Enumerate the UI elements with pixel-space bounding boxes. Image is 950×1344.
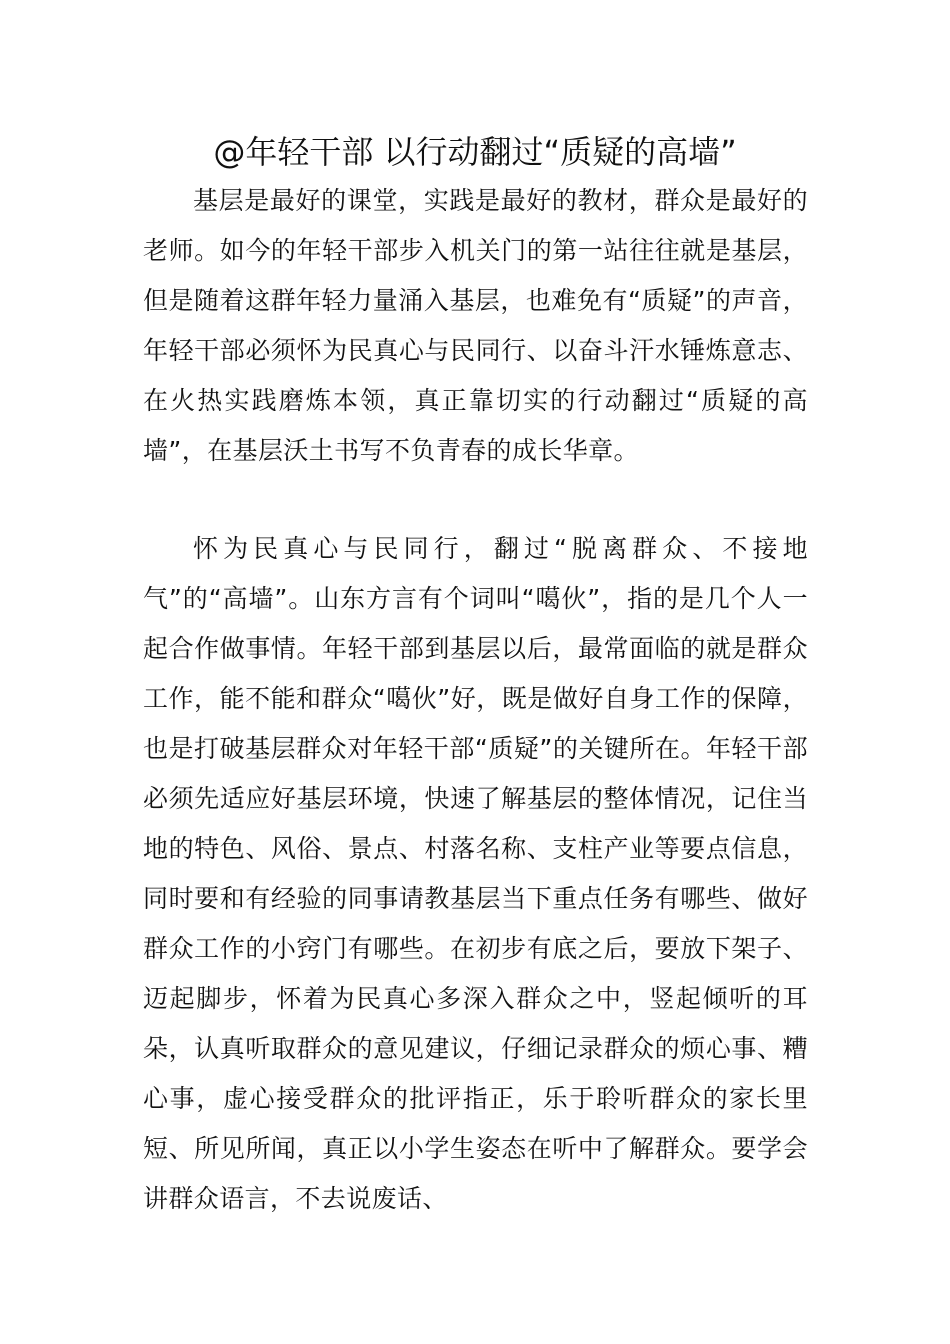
paragraph-section-one: 怀为民真心与民同行，翻过“脱离群众、不接地气”的“高墙”。山东方言有个词叫“噶伙”，指的是几个人一起合作做事情。年轻干部到基层以后，最常面临的就是群众工作，能不能和群众“噶伙”好，既是做好自身工作的保障，也是打破基层群众对年轻干部“质疑”的关键所在。年轻干部必须先适应好基层环境，快速了解基层的整体情况，记住当地的特色、风俗、景点、村落名称、支柱产业等要点信息，同时要和有经验的同事请教基层当下重点任务有哪些、做好群众工作的小窍门有哪些。在初步有底之后，要放下架子、迈起脚步，怀着为民真心多深入群众之中，竖起倾听的耳朵，认真听取群众的意见建议，仔细记录群众的烦心事、糟心事，虚心接受群众的批评指正，乐于聆听群众的家长里短、所见所闻，真正以小学生姿态在听中了解群众。要学会讲群众语言，不去说废话、	[143, 534, 808, 1213]
paragraph-intro: 基层是最好的课堂，实践是最好的教材，群众是最好的老师。如今的年轻干部步入机关门的第一站往往就是基层，但是随着这群年轻力量涌入基层，也难免有“质疑”的声音，年轻干部必须怀为民真心与民同行、以奋斗汗水锤炼意志、在火热实践磨炼本领，真正靠切实的行动翻过“质疑的高墙”，在基层沃土书写不负青春的成长华章。	[143, 186, 808, 465]
article-title: @年轻干部 以行动翻过“质疑的高墙”	[213, 133, 737, 171]
